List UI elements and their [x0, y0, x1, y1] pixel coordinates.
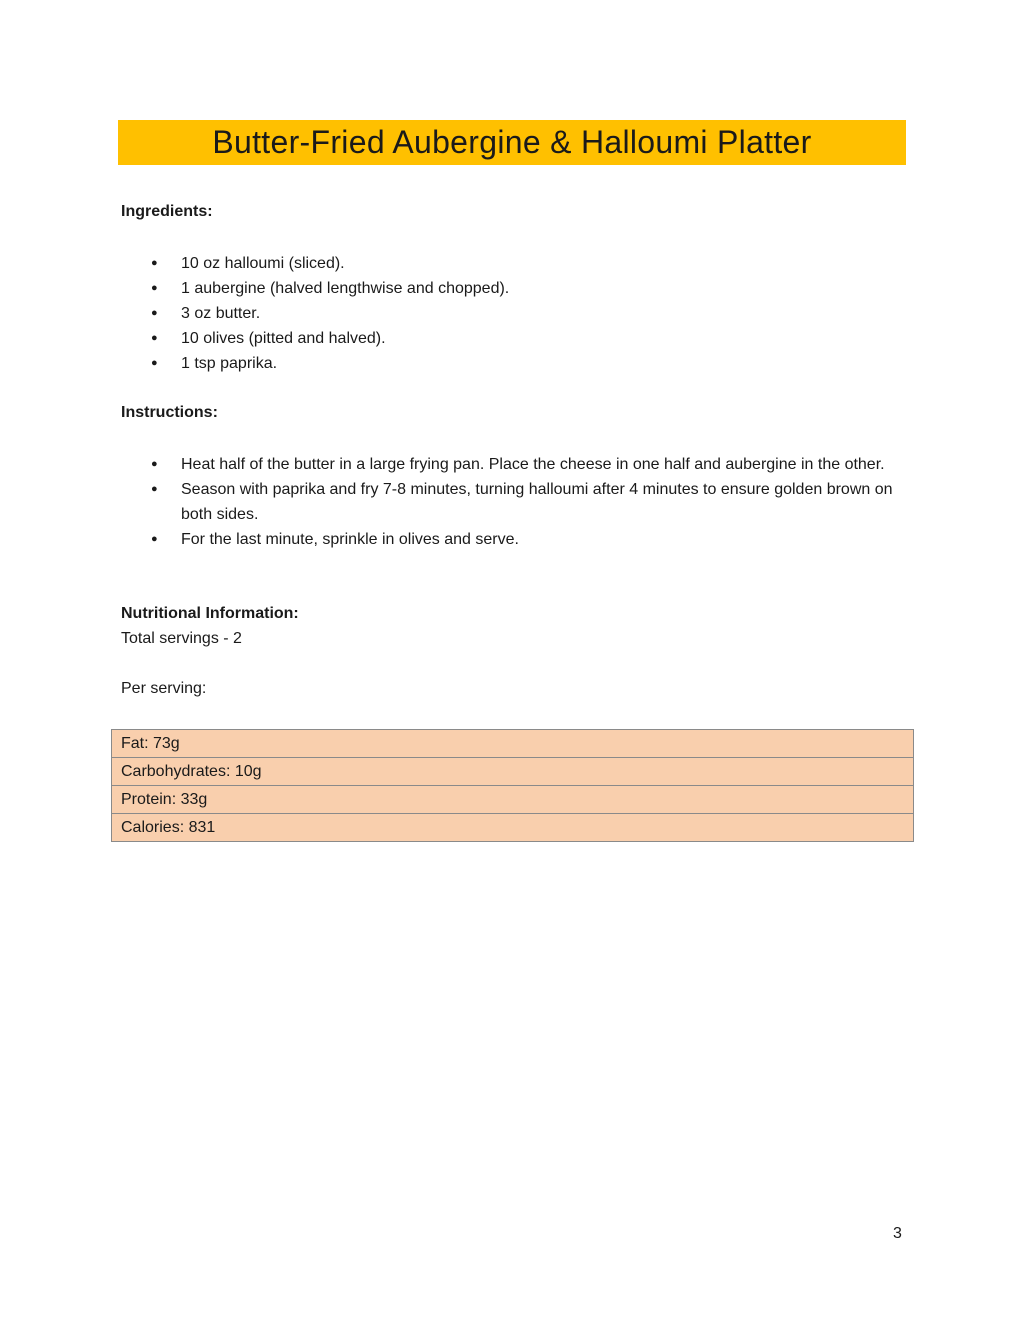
fat-cell: Fat: 73g [112, 730, 914, 758]
page-number: 3 [893, 1225, 902, 1242]
list-item: ● 10 olives (pitted and halved). [121, 326, 921, 351]
ingredients-list [121, 251, 921, 376]
nutrition-heading: Nutritional Information: [121, 605, 299, 622]
table-row [112, 786, 914, 814]
nutrition-table [111, 729, 914, 842]
list-item: ● For the last minute, sprinkle in olives and serve. [121, 527, 911, 552]
title-banner [118, 120, 906, 165]
per-serving-label: Per serving: [121, 680, 207, 697]
table-row [112, 814, 914, 842]
carbohydrates-cell: Carbohydrates: 10g [112, 758, 914, 786]
recipe-title: Butter-Fried Aubergine & Halloumi Platter [212, 124, 812, 160]
list-item: ● 1 tsp paprika. [121, 351, 921, 376]
ingredients-heading: Ingredients: [121, 203, 213, 220]
list-item: ● 3 oz butter. [121, 301, 921, 326]
list-item: ● Season with paprika and fry 7-8 minutes, turning halloumi after 4 minutes to ensure golden brown on both sides. [121, 477, 911, 527]
total-servings: Total servings - 2 [121, 630, 242, 647]
calories-cell: Calories: 831 [112, 814, 914, 842]
protein-cell: Protein: 33g [112, 786, 914, 814]
instructions-heading: Instructions: [121, 404, 218, 421]
list-item: ● 10 oz halloumi (sliced). [121, 251, 921, 276]
instructions-list [121, 452, 911, 552]
list-item: ● 1 aubergine (halved lengthwise and chopped). [121, 276, 921, 301]
list-item: ● Heat half of the butter in a large frying pan. Place the cheese in one half and aubergine in the other. [121, 452, 911, 477]
table-row [112, 730, 914, 758]
table-row [112, 758, 914, 786]
